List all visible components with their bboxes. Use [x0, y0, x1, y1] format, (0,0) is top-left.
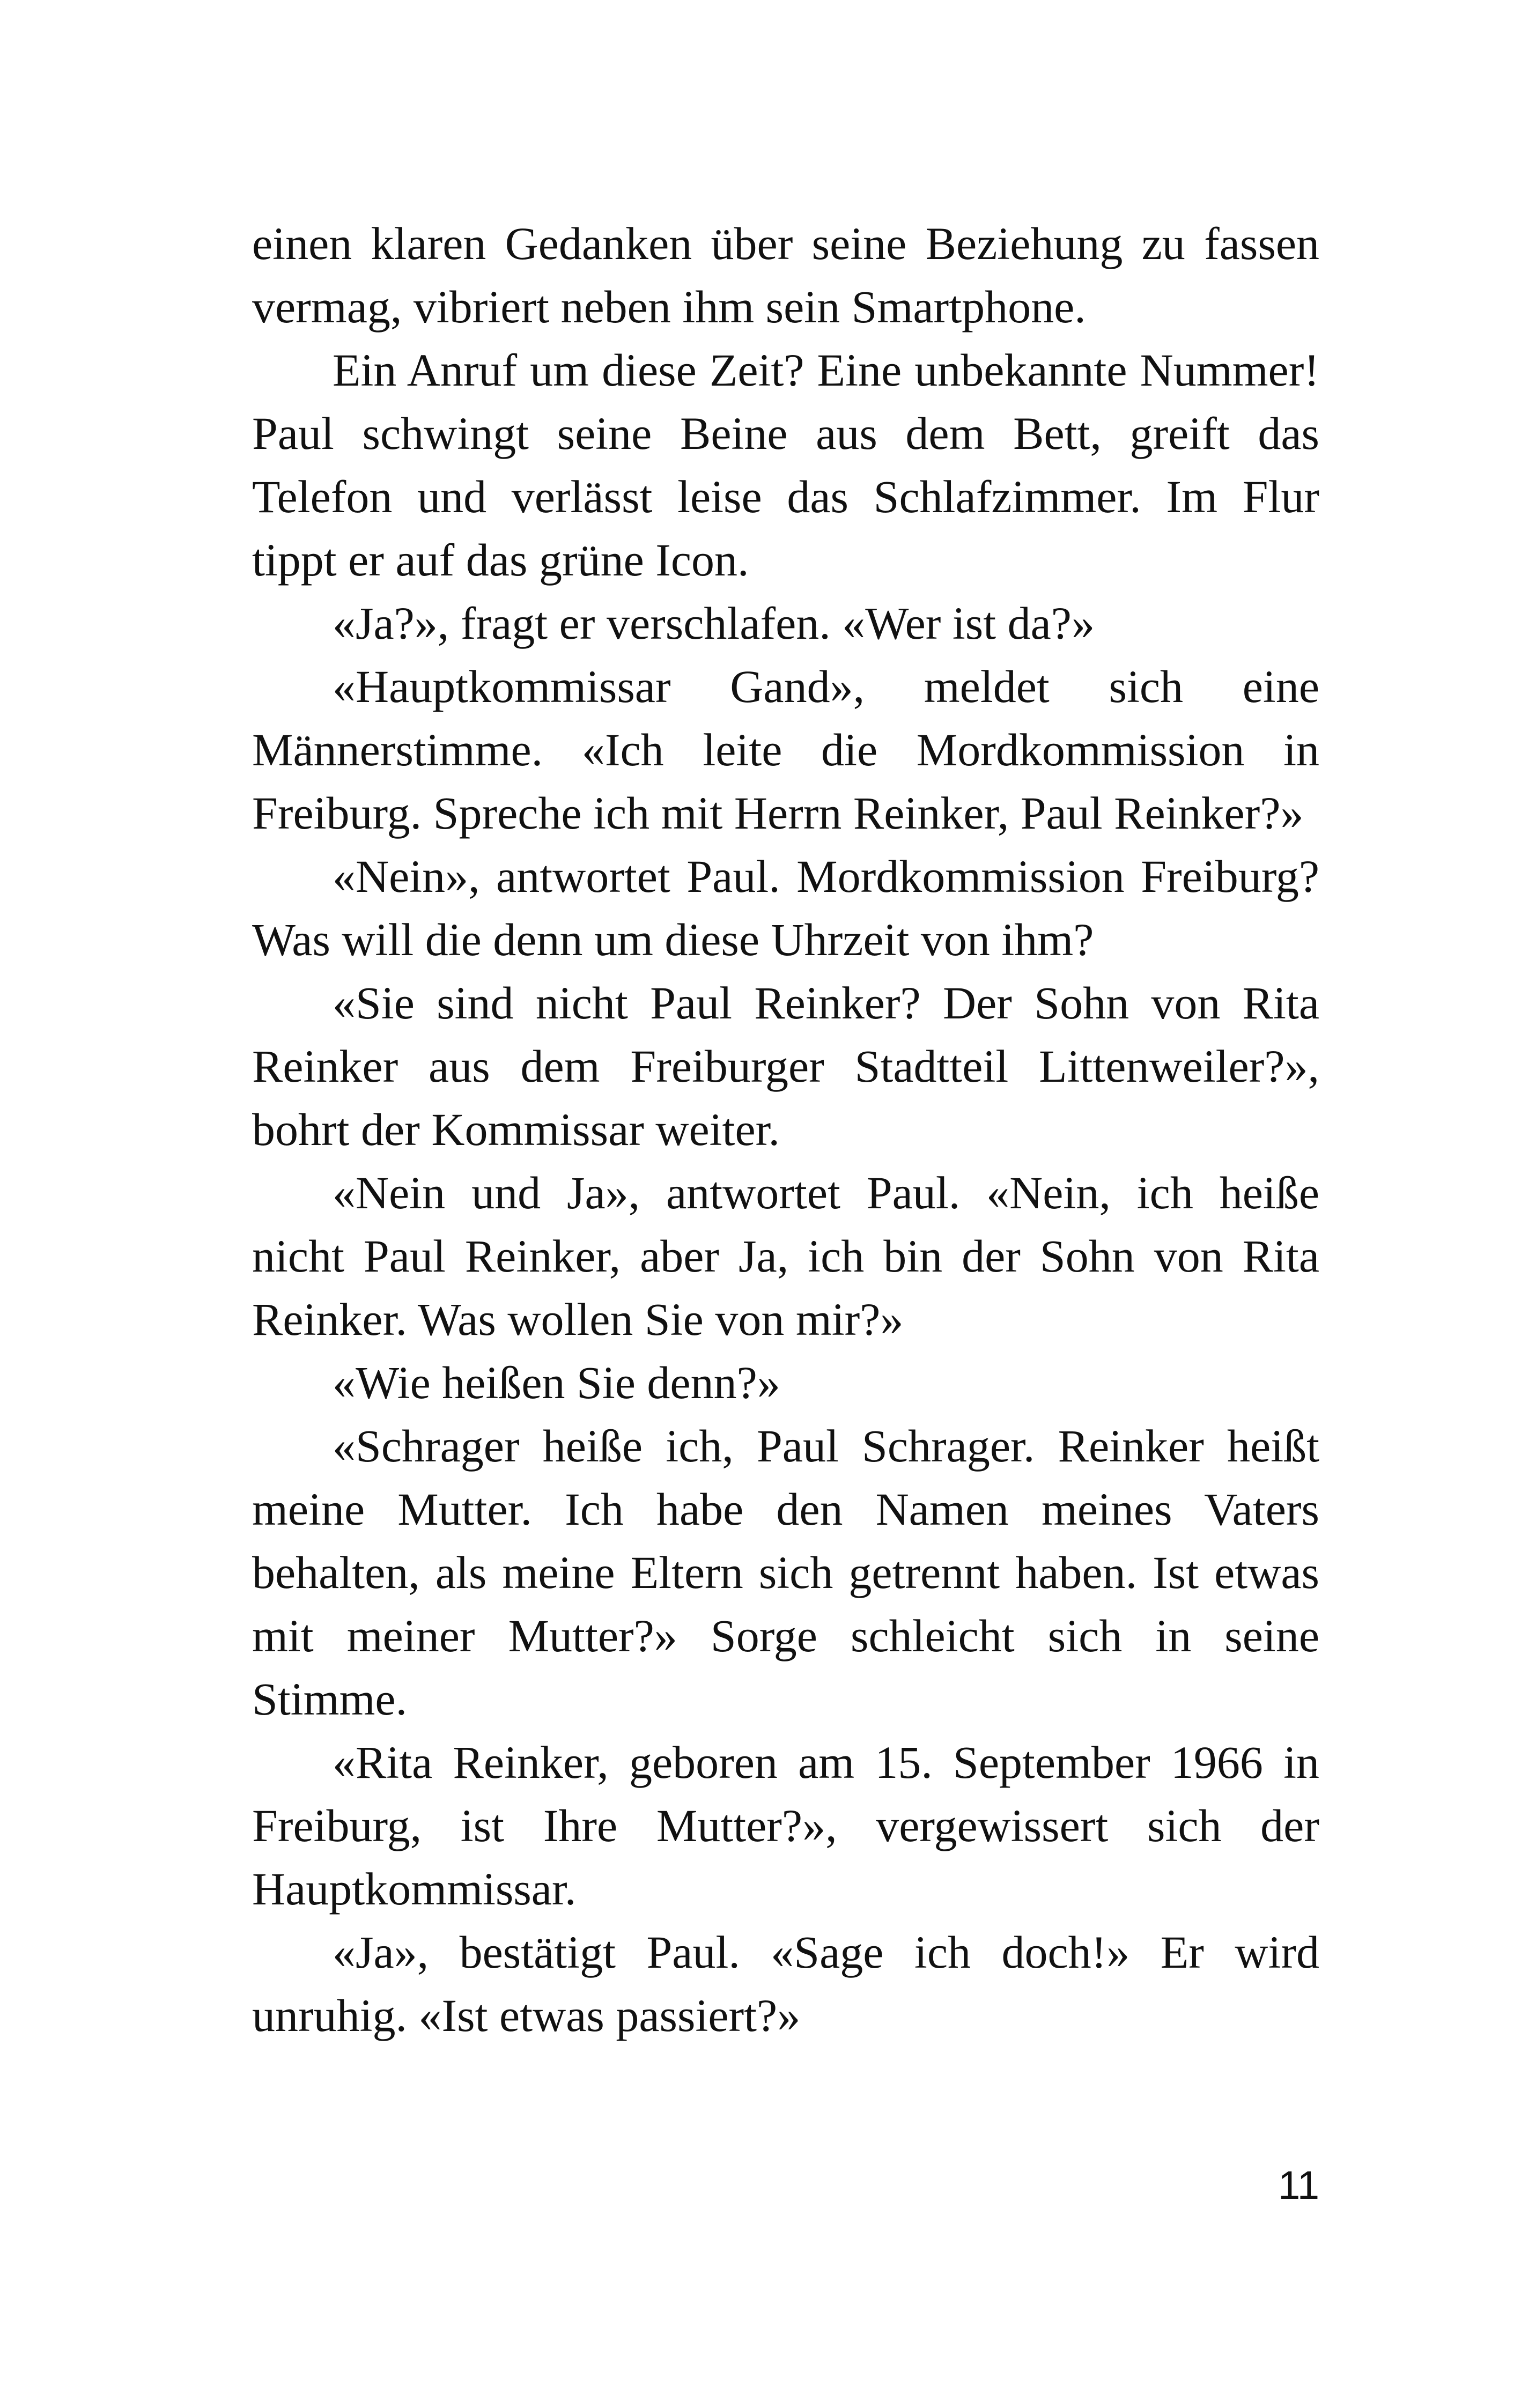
- paragraph-9: «Schrager heiße ich, Paul Schrager. Reinker heißt meine Mutter. Ich habe den Namen meines Vaters behalten, als meine Eltern sich getrennt haben. Ist etwas mit meiner Mutter?» Sorge schleicht sich in seine Stimme.: [252, 1420, 1319, 1725]
- paragraph-1: einen klaren Gedanken über seine Beziehung zu fassen vermag, vibriert neben ihm sein Smartphone.: [252, 218, 1319, 333]
- paragraph-11: «Ja», bestätigt Paul. «Sage ich doch!» Er wird unruhig. «Ist etwas passiert?»: [252, 1926, 1319, 2041]
- paragraph-5: «Nein», antwortet Paul. Mordkommission Freiburg? Was will die denn um diese Uhrzeit von ihm?: [252, 851, 1319, 965]
- paragraph-6: «Sie sind nicht Paul Reinker? Der Sohn von Rita Reinker aus dem Freiburger Stadtteil Littenweiler?», bohrt der Kommissar weiter.: [252, 977, 1319, 1155]
- paragraph-4: «Hauptkommissar Gand», meldet sich eine Männerstimme. «Ich leite die Mordkommission in Freiburg. Spreche ich mit Herrn Reinker, Paul Reinker?»: [252, 661, 1319, 839]
- paragraph-3: «Ja?», fragt er verschlafen. «Wer ist da?»: [333, 597, 1095, 649]
- paragraph-2: Ein Anruf um diese Zeit? Eine unbekannte Nummer! Paul schwingt seine Beine aus dem Bett, greift das Telefon und verlässt leise das Schlafzimmer. Im Flur tippt er auf das grüne Icon.: [252, 344, 1319, 586]
- body-text: [252, 212, 1319, 2047]
- paragraph-10: «Rita Reinker, geboren am 15. September 1966 in Freiburg, ist Ihre Mutter?», vergewissert sich der Hauptkommissar.: [252, 1737, 1319, 1915]
- page-number: 11: [1278, 2163, 1319, 2207]
- paragraph-7: «Nein und Ja», antwortet Paul. «Nein, ich heiße nicht Paul Reinker, aber Ja, ich bin der Sohn von Rita Reinker. Was wollen Sie von mir?»: [252, 1167, 1319, 1345]
- paragraph-8: «Wie heißen Sie denn?»: [333, 1357, 780, 1408]
